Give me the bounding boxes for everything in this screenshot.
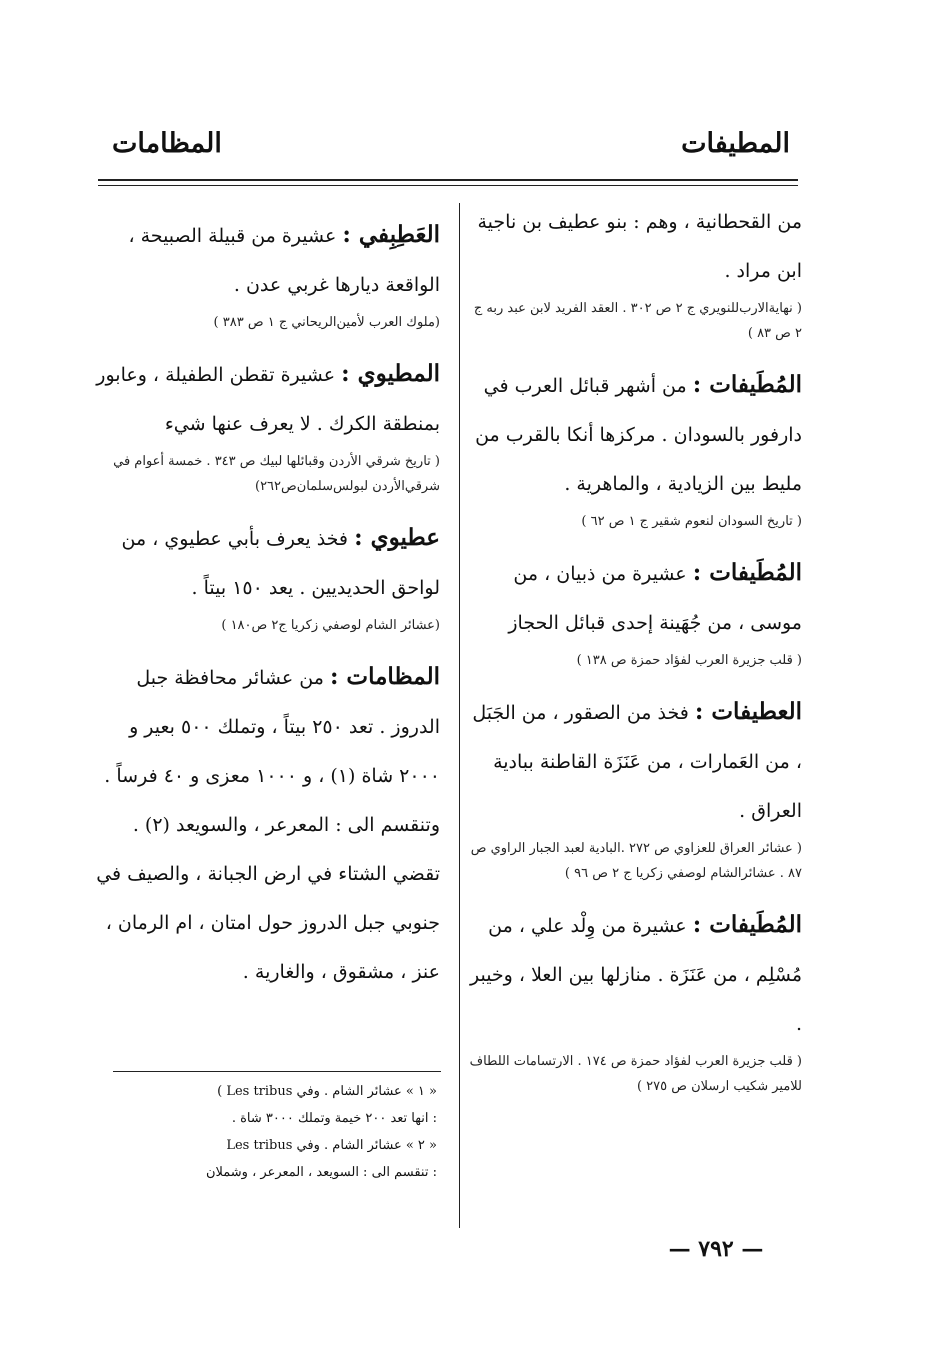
entry — [95, 349, 440, 499]
footnote-line: : انها تعد ٢٠٠ خيمة وتملك ٣٠٠٠ شاة . — [231, 1111, 437, 1126]
right-column — [466, 196, 802, 1113]
entry — [95, 652, 440, 997]
page-number: — ٧٩٢ — — [668, 1236, 764, 1262]
entry-source: (ملوك العرب لأمين‌الريحاني ج ١ ص ٣٨٣ ) — [213, 315, 440, 330]
running-header-left: المظامات — [112, 128, 222, 159]
entry-source: ( تاريخ شرقي الأردن وقبائلها لبيك ص ٣٤٣ . خمسة أعوام في شرقي‌الأردن لبولس‌سلمان‌ص٢٦٢) — [113, 454, 440, 494]
entry-text: من عشائر محافظة جبل الدروز . تعد ٢٥٠ بيتاً ، وتملك ٥٠٠ بعير و ٢٠٠٠ شاة (١) ، و ١٠٠٠ معزى و ٤٠ فرساً . وتنقسم الى : المعرعر ، والسويعد (٢) . تقضي الشتاء في ارض الجبانة ، والصيف في جنوبي جبل الدروز حول امتان ، ام الرمان ، عنز ، مشقوق ، والغارية . — [96, 667, 440, 983]
entry — [466, 196, 802, 346]
entry-text: فخذ من الصقور ، من الجَبَل ، من العَمارات ، من عَنَزَة القاطنة ببادية العراق . — [472, 702, 802, 822]
footnote-rule — [113, 1071, 441, 1072]
entry-source: (عشائر الشام لوصفي زكريا ج٢ ص١٨٠ ) — [221, 618, 440, 633]
footnote-line: : تنقسم الى : السويعد ، المعرعر ، وشملان — [205, 1165, 437, 1180]
footnote-line: « ٢ » عشائر الشام . وفي Les tribus — [226, 1138, 437, 1153]
entry — [466, 548, 802, 673]
footnote-line: « ١ » عشائر الشام . وفي Les tribus ) — [217, 1084, 437, 1099]
entry-head: المطيوي : — [341, 360, 440, 387]
entry-head: المُطَيفات : — [692, 371, 802, 398]
running-header-right: المطيفات — [681, 128, 790, 159]
entry-text: عشيرة من وِلْد علي ، من مُسْلِم ، من عَنَزَة . منازلها بين العلا ، وخيبر . — [469, 915, 802, 1035]
left-column — [95, 210, 440, 1007]
entry-text: من أشهر قبائل العرب في دارفور بالسودان . مركزها أنكا بالقرب من مليط بين الزيادية ، والماهرية . — [475, 375, 802, 495]
entry-text: من القحطانية ، وهم : بنو عطيف بن ناجية ابن مراد . — [477, 211, 802, 282]
column-divider — [459, 203, 460, 1228]
entry-text: عشيرة تقطن الطفيلة ، وعابور بمنطقة الكرك . لا يعرف عنها شيء — [96, 364, 440, 435]
entry-head: المُطَيفات : — [692, 559, 802, 586]
header-rule-thin — [98, 185, 798, 186]
entry — [466, 360, 802, 534]
entry-source: ( قلب جزيرة العرب لفؤاد حمزة ص ١٣٨ ) — [576, 653, 802, 668]
entry-source: ( نهايةالارب‌للنويري ج ٢ ص ٣٠٢ . العقد الفريد لابن عبد ربه ج ٢ ص ٨٣ ) — [473, 301, 802, 341]
entry-head: عطيوي : — [354, 524, 440, 551]
entry-source: ( عشائر العراق للعزاوي ص ٢٧٢ .البادية لعبد الجبار الراوي ص ٨٧ . عشائرالشام لوصفي زكريا ج ٢ ص ٩٦ ) — [470, 841, 802, 881]
entry-head: المظامات : — [329, 663, 440, 690]
header-rule — [98, 179, 798, 181]
entry-head: المُطَيفات : — [692, 911, 802, 938]
footnotes — [105, 1078, 437, 1186]
entry — [466, 687, 802, 886]
entry-source: ( قلب جزيرة العرب لفؤاد حمزة ص ١٧٤ . الارتسامات اللطاف للامير شكيب ارسلان ص ٢٧٥ ) — [469, 1054, 802, 1094]
entry-head: العطيفات : — [694, 698, 802, 725]
entry — [466, 900, 802, 1099]
entry-text: عشيرة من قبيلة الصبيحة ، الواقعة ديارها غربي عدن . — [128, 225, 440, 296]
entry-text: عشيرة من ذبيان ، من موسى ، من جُهَينة إحدى قبائل الحجاز — [508, 563, 802, 634]
entry — [95, 513, 440, 638]
entry-head: العَطِبِفي : — [342, 221, 440, 248]
entry-source: ( تاريخ السودان لنعوم شقير ج ١ ص ٦٢ ) — [581, 514, 802, 529]
entry — [95, 210, 440, 335]
entry-text: فخذ يعرف بأبي عطيوي ، من لواحق الحديديين . يعد ١٥٠ بيتاً . — [121, 528, 440, 599]
